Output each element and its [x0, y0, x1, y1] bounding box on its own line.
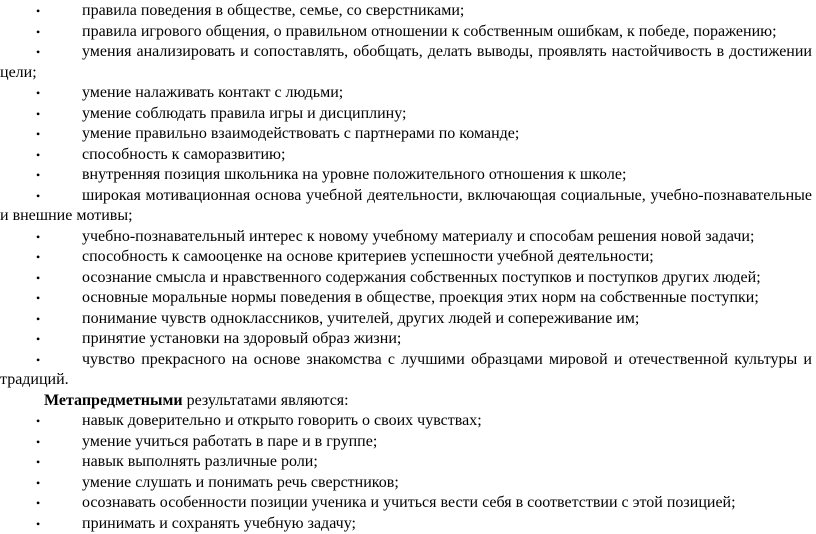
- list-item-text: умение правильно взаимодействовать с партнерами по команде;: [82, 125, 519, 142]
- bullet-icon: •: [36, 104, 46, 125]
- list-item: [0, 104, 816, 125]
- bullet-icon: •: [36, 493, 46, 514]
- list-item: [0, 83, 816, 104]
- list-item-text-line2: традиций.: [0, 370, 812, 391]
- list-item-text: учебно-познавательный интерес к новому учебному материалу и способам решения новой задачи;: [82, 228, 754, 245]
- list-item-text: понимание чувств одноклассников, учителей, других людей и сопереживание им;: [82, 310, 639, 327]
- list-item-text: умение соблюдать правила игры и дисциплину;: [82, 105, 406, 122]
- list-item-text: способность к самооценке на основе критериев успешности учебной деятельности;: [82, 248, 654, 265]
- bullet-icon: •: [36, 227, 46, 248]
- list-item: [0, 247, 816, 268]
- bullet-icon: •: [36, 309, 46, 330]
- list-item-text: умение слушать и понимать речь сверстников;: [82, 474, 399, 491]
- bullet-icon: •: [36, 452, 46, 473]
- list-item-text: навык доверительно и открыто говорить о своих чувствах;: [82, 412, 482, 429]
- bullet-icon: •: [36, 165, 46, 186]
- list-item: [0, 329, 816, 350]
- bullet-icon: •: [36, 247, 46, 268]
- list-item: [0, 432, 816, 453]
- bullet-icon: •: [36, 514, 46, 534]
- list-item: [0, 452, 816, 473]
- list-item: [0, 411, 816, 432]
- list-item-text: способность к саморазвитию;: [82, 146, 285, 163]
- list-item-text-line1: умения анализировать и сопоставлять, обобщать, делать выводы, проявлять настойчивость в достижении: [82, 42, 812, 63]
- list-item-text: осознавать особенности позиции ученика и учиться вести себя в соответствии с этой позицией;: [82, 494, 736, 511]
- list-item: [0, 514, 816, 534]
- list-item: [0, 186, 816, 227]
- list-item: [0, 493, 816, 514]
- list-item-text: основные моральные нормы поведения в обществе, проекция этих норм на собственные поступки;: [82, 289, 759, 306]
- bullet-icon: •: [36, 329, 46, 350]
- list-item-text: внутренняя позиция школьника на уровне положительного отношения к школе;: [82, 166, 626, 183]
- list-item-text: осознание смысла и нравственного содержания собственных поступков и поступков других людей;: [82, 269, 761, 286]
- list-item: [0, 473, 816, 494]
- list-item: [0, 227, 816, 248]
- bullet-icon: •: [36, 473, 46, 494]
- bullet-icon: •: [36, 1, 46, 22]
- list-item-text: правила поведения в обществе, семье, со сверстниками;: [82, 2, 464, 19]
- list-item: [0, 1, 816, 22]
- list-item: [0, 42, 816, 83]
- list-item-text-line1: широкая мотивационная основа учебной деятельности, включающая социальные, учебно-познавательные: [82, 186, 812, 207]
- list-item: [0, 124, 816, 145]
- bullet-icon: •: [36, 124, 46, 145]
- list-item: [0, 22, 816, 43]
- bullet-icon: •: [36, 288, 46, 309]
- list-item: [0, 350, 816, 391]
- section-heading-bold: Метапредметными: [44, 392, 183, 409]
- bullet-icon: •: [36, 42, 46, 63]
- list-item: [0, 288, 816, 309]
- list-item: [0, 268, 816, 289]
- list-item-text: умение учиться работать в паре и в группе;: [82, 433, 377, 450]
- bullet-icon: •: [36, 411, 46, 432]
- list-item-text: умение налаживать контакт с людьми;: [82, 84, 343, 101]
- list-item-text: правила игрового общения, о правильном отношении к собственным ошибкам, к победе, поражению;: [82, 23, 777, 40]
- list-item: [0, 165, 816, 186]
- list-item: [0, 145, 816, 166]
- bullet-icon: •: [36, 432, 46, 453]
- bullet-icon: •: [36, 145, 46, 166]
- list-item-text-line2: и внешние мотивы;: [0, 206, 812, 227]
- bullet-icon: •: [36, 350, 46, 371]
- list-item-text: навык выполнять различные роли;: [82, 453, 318, 470]
- list-item-text: принятие установки на здоровый образ жизни;: [82, 330, 401, 347]
- list-item-text-line2: цели;: [0, 63, 812, 84]
- section-heading: [0, 391, 816, 412]
- list-item-text: принимать и сохранять учебную задачу;: [82, 515, 356, 532]
- bullet-icon: •: [36, 83, 46, 104]
- section-heading-rest: результатами являются:: [183, 392, 349, 409]
- bullet-icon: •: [36, 268, 46, 289]
- list-item-text-line1: чувство прекрасного на основе знакомства с лучшими образцами мировой и отечественной культуры и: [82, 350, 812, 371]
- bullet-icon: •: [36, 22, 46, 43]
- bullet-icon: •: [36, 186, 46, 207]
- list-item: [0, 309, 816, 330]
- metasubject-list: [0, 411, 816, 534]
